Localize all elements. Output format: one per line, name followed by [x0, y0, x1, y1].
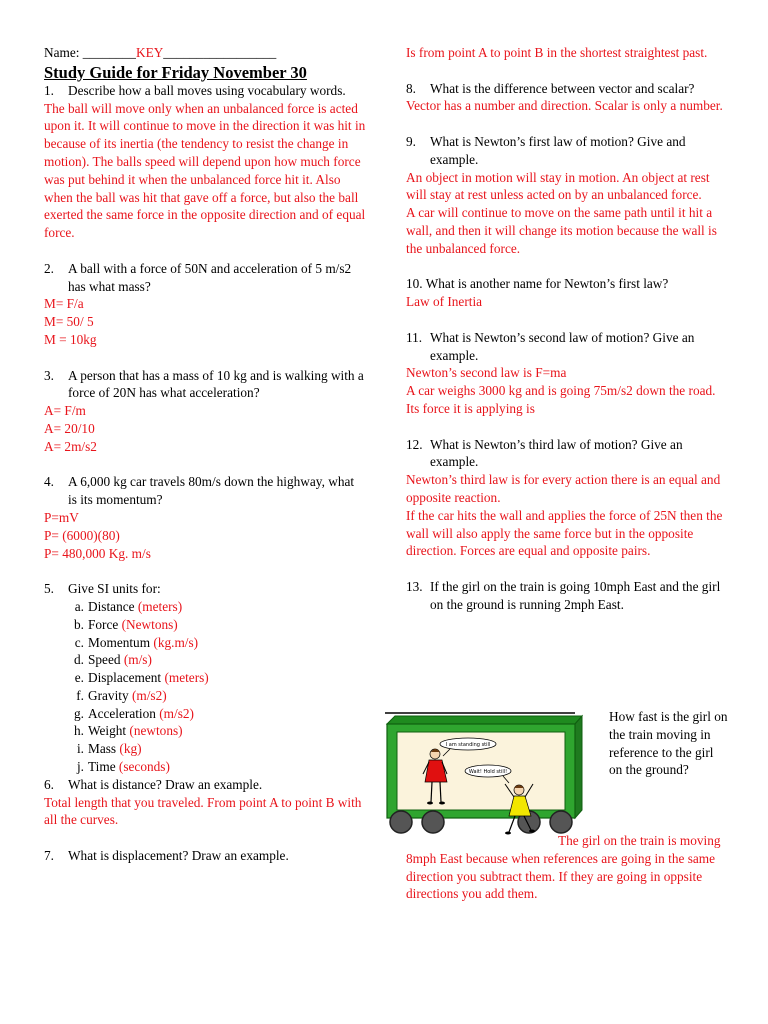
- question-13-text: If the girl on the train is going 10mph East and the girl on the ground is running 2mph East.: [430, 578, 721, 612]
- answer-11-example: A car weighs 3000 kg and is going 75m/s2 down the road. Its force it is applying is: [406, 383, 716, 416]
- question-10: 10. What is another name for Newton’s first law?: [406, 276, 669, 292]
- answer-1: The ball will move only when an unbalanced force is acted upon it. It will continue to move in the direction it was hit in because of its inertia (the tendency to resist the change in motion). The balls speed will depend upon how much force was put behind it when the unbalanced force hit it. Also when the ball was hit that gave off a force, but also the ball exerted the same force in the opposite direction and of equal force.: [44, 100, 366, 241]
- answer-4-line: P= (6000)(80): [44, 527, 120, 543]
- answer-3-line: A= F/m: [44, 403, 86, 419]
- question-11: 11. What is Newton’s second law of motion? Give an example.: [406, 329, 695, 363]
- answer-8: Vector has a number and direction. Scalar is only a number.: [406, 98, 723, 114]
- question-3: 3. A person that has a mass of 10 kg and is walking with a force of 20N has what acceleration?: [44, 367, 364, 401]
- question-5-text: Give SI units for:: [68, 581, 161, 597]
- key-label: KEY: [135, 45, 164, 60]
- answer-2-line: M= F/a: [44, 296, 84, 312]
- question-2: 2. A ball with a force of 50N and acceleration of 5 m/s2 has what mass?: [44, 260, 352, 294]
- question-6: 6. What is distance? Draw an example.: [44, 776, 263, 792]
- bubble-1-text: I am standing still: [445, 742, 491, 748]
- question-4-text: A 6,000 kg car travels 80m/s down the highway, what is its momentum?: [68, 474, 355, 508]
- question-7-text: What is displacement? Draw an example.: [68, 848, 289, 864]
- question-1-text: Describe how a ball moves using vocabulary words.: [68, 82, 346, 98]
- si-unit-item: b. Force (Newtons): [74, 616, 178, 632]
- answer-10: Law of Inertia: [406, 294, 483, 310]
- answer-12-definition: Newton’s third law is for every action there is an equal and opposite reaction.: [406, 472, 721, 505]
- answer-6: Total length that you traveled. From point A to point B with all the curves.: [44, 794, 362, 828]
- answer-2-line: M = 10kg: [44, 331, 97, 347]
- question-1: 1. Describe how a ball moves using vocabulary words.: [44, 82, 346, 98]
- answer-12-example: If the car hits the wall and applies the force of 25N then the wall will also apply the same force but in the opposite direction. Forces are equal and opposite pairs.: [406, 507, 723, 559]
- si-unit-item: f. Gravity (m/s2): [76, 687, 167, 703]
- answer-2-line: M= 50/ 5: [44, 314, 94, 330]
- question-9: 9. What is Newton’s first law of motion? Give and example.: [406, 133, 686, 167]
- answer-9-example: A car will continue to move on the same path until it hit a wall, and then it will change its motion because the wall is the unbalanced force.: [406, 205, 717, 256]
- question-10-text: What is another name for Newton’s first law?: [425, 276, 669, 292]
- answer-7: Is from point A to point B in the shortest straightest past.: [406, 45, 708, 60]
- answer-11-definition: Newton’s second law is F=ma: [406, 365, 567, 381]
- question-13-side-text: How fast is the girl on the train moving in reference to the girl on the ground?: [609, 709, 728, 778]
- si-unit-item: j. Time (seconds): [76, 759, 170, 775]
- train-illustration: [385, 712, 607, 840]
- answer-9-definition: An object in motion will stay in motion. An object at rest will stay at rest unless acted on by an unbalanced force.: [406, 169, 710, 203]
- si-unit-item: c. Momentum (kg.m/s): [74, 634, 199, 650]
- name-line: Name: ________KEY_________________: [44, 45, 277, 60]
- question-9-text: What is Newton’s first law of motion? Give and example.: [430, 133, 686, 167]
- question-8: 8. What is the difference between vector and scalar?: [406, 80, 695, 96]
- si-unit-item: i. Mass (kg): [76, 741, 142, 757]
- question-12: 12. What is Newton’s third law of motion? Give an example.: [406, 436, 683, 470]
- question-8-text: What is the difference between vector and scalar?: [430, 80, 695, 96]
- question-13: 13. If the girl on the train is going 10mph East and the girl on the ground is running 2mph East.: [406, 578, 721, 612]
- question-11-text: What is Newton’s second law of motion? Give an example.: [430, 329, 695, 363]
- question-7: 7. What is displacement? Draw an example.: [44, 848, 289, 864]
- question-3-text: A person that has a mass of 10 kg and is walking with a force of 20N has what acceleration?: [68, 367, 364, 401]
- answer-3-line: A= 2m/s2: [44, 438, 97, 454]
- answer-13: The girl on the train is moving 8mph East because when references are going in the same direction you subtract them. If they are going in oppsite directions you add them.: [406, 833, 721, 902]
- si-unit-item: h. Weight (newtons): [74, 723, 183, 739]
- left-column: [44, 44, 366, 865]
- question-6-text: What is distance? Draw an example.: [68, 776, 263, 792]
- question-5: 5. Give SI units for:: [44, 581, 161, 597]
- page-title: Study Guide for Friday November 30: [44, 62, 307, 82]
- si-unit-item: g. Acceleration (m/s2): [74, 705, 194, 721]
- right-column: [406, 44, 728, 614]
- si-unit-item: e. Displacement (meters): [74, 670, 209, 686]
- answer-4-line: P=mV: [44, 509, 79, 525]
- si-unit-item: a. Distance (meters): [74, 598, 183, 614]
- question-4: 4. A 6,000 kg car travels 80m/s down the highway, what is its momentum?: [44, 474, 355, 508]
- answer-4-line: P= 480,000 Kg. m/s: [44, 545, 151, 561]
- bubble-2-text: Wait! Hold still!: [468, 769, 508, 775]
- question-2-text: A ball with a force of 50N and acceleration of 5 m/s2 has what mass?: [68, 260, 352, 294]
- question-12-text: What is Newton’s third law of motion? Give an example.: [430, 436, 683, 470]
- si-unit-item: d. Speed (m/s): [74, 652, 152, 668]
- answer-3-line: A= 20/10: [44, 420, 95, 436]
